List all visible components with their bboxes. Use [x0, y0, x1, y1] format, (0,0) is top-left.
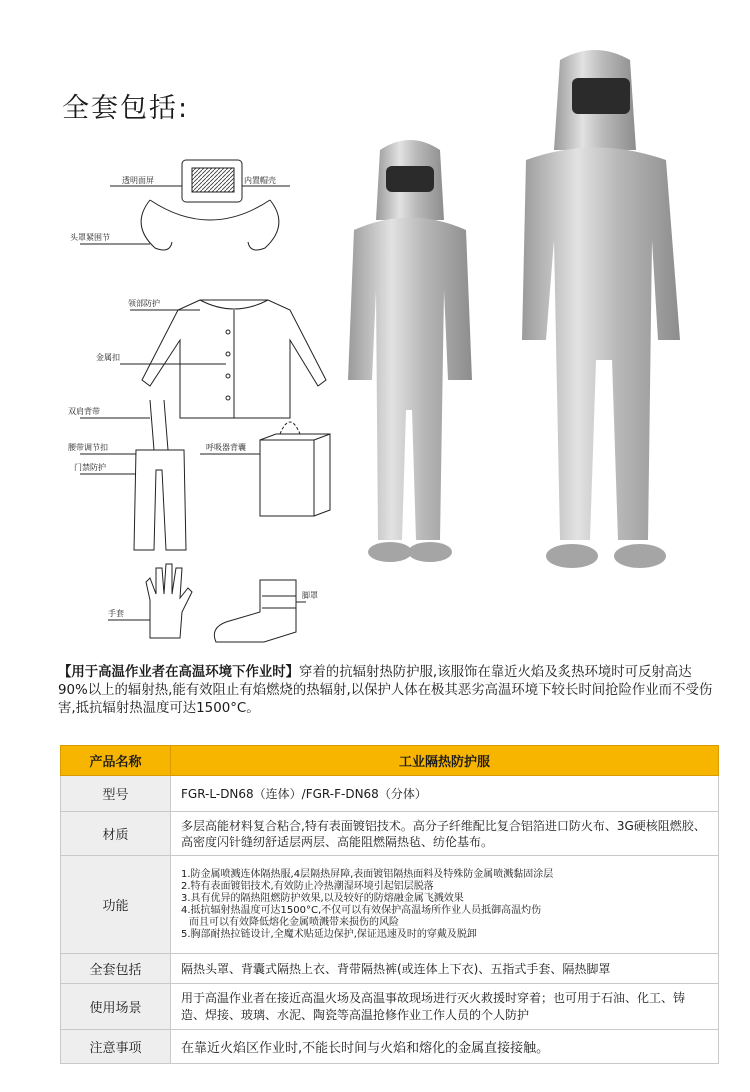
function-line: 2.特有表面镀铝技术,有效防止冷热潮湿环境引起铝层脱落	[181, 880, 434, 892]
row-key: 材质	[61, 812, 171, 856]
label-buckle: 金属扣	[96, 353, 120, 362]
row-value: 隔热头罩、背囊式隔热上衣、背带隔热裤(或连体上下衣)、五指式手套、隔热脚罩	[171, 954, 719, 984]
table-row	[61, 1030, 719, 1064]
table-row	[61, 954, 719, 984]
product-description	[58, 664, 718, 718]
table-header-row	[61, 746, 719, 776]
label-fly: 门禁防护	[74, 463, 106, 472]
row-key: 注意事项	[61, 1030, 171, 1064]
row-key: 型号	[61, 776, 171, 812]
row-value: FGR-L-DN68（连体）/FGR-F-DN68（分体）	[171, 776, 719, 812]
description-body: 穿着的抗辐射热防护服,该服饰在靠近火焰及炙热环境时可反射高达90%以上的辐射热,能有效阻止有焰燃烧的热辐射,以保护人体在极其恶劣高温环境下较长时间抢险作业而不受伤害,抵抗辐射热温度可达1500°C。	[58, 665, 713, 716]
table-row	[61, 856, 719, 954]
label-suspenders: 双肩背带	[68, 407, 100, 416]
label-glove: 手套	[108, 609, 124, 618]
components-diagram	[50, 150, 350, 660]
row-value-list	[171, 856, 719, 954]
table-row	[61, 984, 719, 1030]
header-key: 产品名称	[61, 746, 171, 776]
suit-figure-left	[348, 140, 472, 562]
row-key: 功能	[61, 856, 171, 954]
hood-drawing	[141, 160, 279, 250]
table-row	[61, 812, 719, 856]
label-hood-adjust: 头罩紧围节	[70, 233, 110, 242]
function-line: 1.防金属喷溅连体隔热服,4层隔热屏障,表面镀铝隔热面料及特殊防金属喷溅黏固涂层	[181, 868, 554, 880]
label-breathing: 呼吸器背囊	[206, 443, 246, 452]
jacket-drawing	[142, 300, 326, 418]
page-title: 全套包括:	[62, 93, 190, 124]
label-boot: 脚罩	[302, 591, 318, 600]
label-waist-adjust: 腰带调节扣	[68, 443, 108, 452]
row-value: 在靠近火焰区作业时,不能长时间与火焰和熔化的金属直接接触。	[171, 1030, 719, 1064]
spec-table	[60, 745, 719, 1064]
function-line: 5.胸部耐热拉链设计,全魔术贴延边保护,保证迅速及时的穿戴及脱卸	[181, 928, 477, 940]
backpack-drawing	[260, 422, 330, 516]
function-line: 而且可以有效降低熔化金属喷溅带来损伤的风险	[189, 916, 399, 928]
row-key: 全套包括	[61, 954, 171, 984]
description-lead: 【用于高温作业者在高温环境下作业时】	[58, 665, 300, 680]
row-value: 多层高能材料复合粘合,特有表面镀铝技术。高分子纤维配比复合铝箔进口防火布、3G硬核阻燃胶、高密度闪针缝纫舒适层两层、高能阻燃隔热毡、纺伦基布。	[171, 812, 719, 856]
label-face-screen: 透明面屏	[122, 176, 154, 185]
label-neck: 领部防护	[128, 299, 160, 308]
table-row	[61, 776, 719, 812]
suit-photo	[340, 40, 710, 580]
row-key: 使用场景	[61, 984, 171, 1030]
boot-drawing	[214, 580, 296, 642]
glove-drawing	[146, 564, 192, 638]
label-helmet: 内置帽壳	[244, 176, 276, 185]
suit-figure-right	[522, 50, 680, 568]
trousers-drawing	[134, 400, 186, 550]
function-line: 3.具有优异的隔热阻燃防护效果,以及较好的防熔融金属飞溅效果	[181, 892, 464, 904]
row-value: 用于高温作业者在接近高温火场及高温事故现场进行灭火救援时穿着；也可用于石油、化工、铸造、焊接、玻璃、水泥、陶瓷等高温抢修作业工作人员的个人防护	[171, 984, 719, 1030]
header-value: 工业隔热防护服	[171, 746, 719, 776]
function-line: 4.抵抗辐射热温度可达1500°C,不仅可以有效保护高温场所作业人员抵御高温灼伤	[181, 904, 542, 916]
